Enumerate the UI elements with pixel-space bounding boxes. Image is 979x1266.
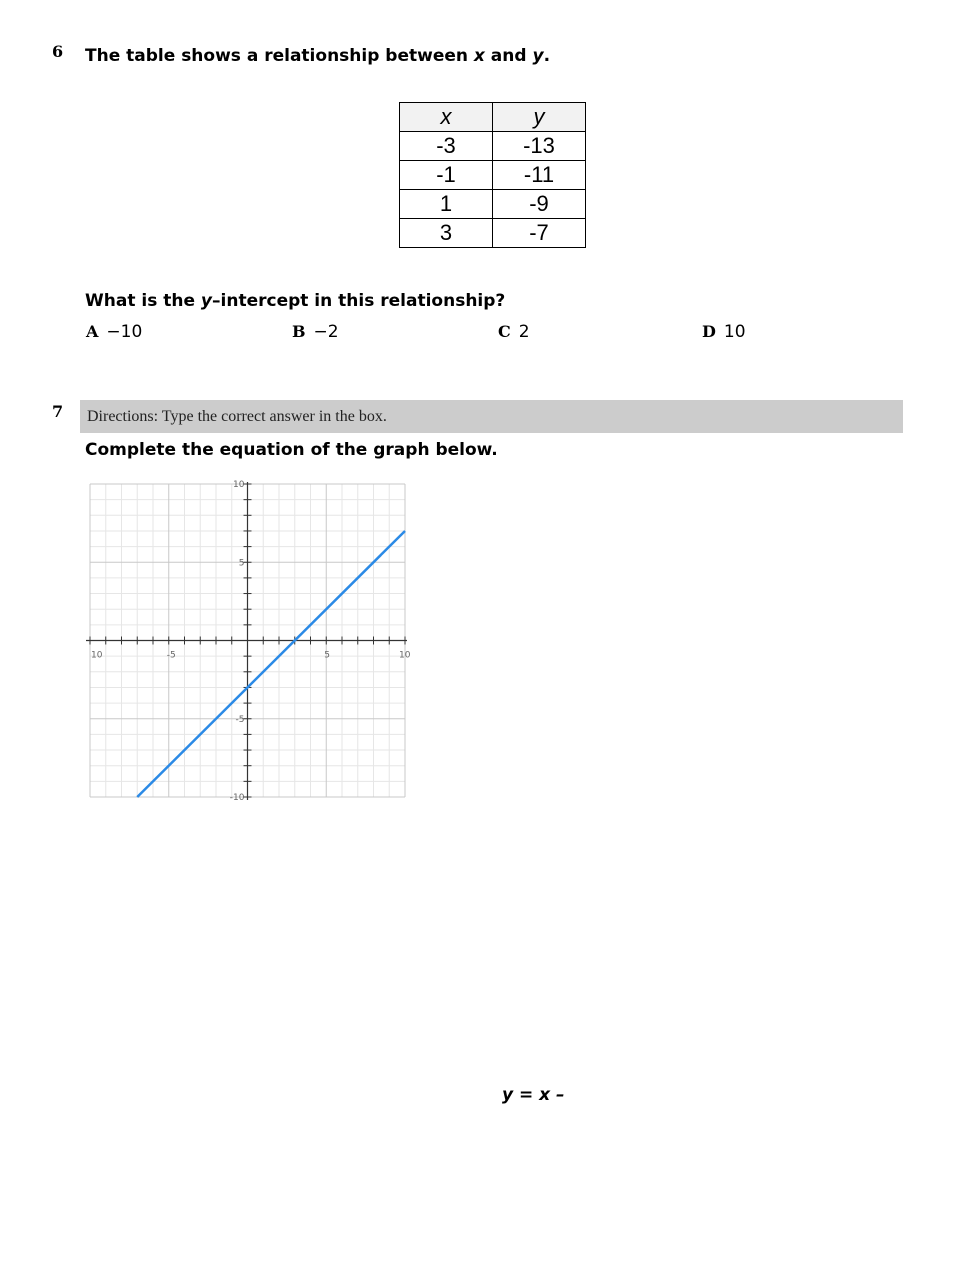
table-cell: -1 — [400, 161, 493, 190]
equation-text: y = x – — [502, 1085, 565, 1105]
table-cell: -11 — [493, 161, 586, 190]
equation-answer — [502, 1085, 571, 1105]
table-row — [400, 132, 586, 161]
table-cell: -9 — [493, 190, 586, 219]
directions-text: Directions: Type the correct answer in the box. — [87, 408, 387, 425]
table-cell: 1 — [400, 190, 493, 219]
choice-letter: C — [498, 322, 511, 341]
x-tick-label: 10 — [399, 650, 411, 661]
choice-text: 2 — [518, 322, 530, 342]
stem-var-y: y — [532, 46, 544, 66]
stem-text: The table shows a relationship between — [85, 46, 474, 66]
choice-letter: B — [292, 322, 306, 341]
choice-d[interactable] — [702, 322, 746, 342]
stem-and: and — [484, 46, 533, 66]
x-tick-label: 5 — [324, 650, 330, 661]
table-cell: -13 — [493, 132, 586, 161]
prompt-text-end: –intercept in this relationship? — [212, 291, 506, 311]
question-number-7: 7 — [52, 402, 64, 421]
table-row — [400, 161, 586, 190]
table-row — [400, 219, 586, 248]
choice-b[interactable] — [292, 322, 339, 342]
question-6-prompt — [85, 291, 505, 311]
y-tick-label: -10 — [229, 793, 245, 803]
choice-a[interactable] — [86, 322, 142, 342]
table-cell: -7 — [493, 219, 586, 248]
table-header-y: y — [493, 103, 586, 132]
question-number-6: 6 — [52, 42, 64, 61]
question-6-stem — [85, 46, 550, 66]
relationship-table — [399, 102, 586, 248]
answer-box[interactable] — [570, 1099, 571, 1100]
directions-banner — [80, 400, 903, 433]
table-cell: 3 — [400, 219, 493, 248]
tick-labels — [91, 480, 411, 803]
choice-text: 10 — [723, 322, 746, 342]
x-tick-label: -5 — [166, 650, 176, 661]
table-header-row — [400, 103, 586, 132]
choice-text: −2 — [313, 322, 339, 342]
y-tick-label: 5 — [238, 558, 245, 569]
table-header-x: x — [400, 103, 493, 132]
table-row — [400, 190, 586, 219]
stem-var-x: x — [473, 46, 485, 66]
table-cell: -3 — [400, 132, 493, 161]
choice-letter: A — [86, 322, 99, 341]
coordinate-graph — [84, 480, 411, 803]
prompt-var-y: y — [200, 291, 213, 311]
choice-text: −10 — [106, 322, 143, 342]
stem-end: . — [543, 46, 551, 66]
question-7-prompt: Complete the equation of the graph below. — [85, 440, 498, 460]
prompt-text: What is the — [85, 291, 201, 311]
x-tick-label: 10 — [91, 650, 103, 661]
choice-c[interactable] — [498, 322, 530, 342]
graph-line — [137, 531, 405, 797]
y-tick-label: -5 — [235, 714, 245, 725]
y-tick-label: 10 — [233, 480, 245, 490]
choice-letter: D — [702, 322, 716, 341]
